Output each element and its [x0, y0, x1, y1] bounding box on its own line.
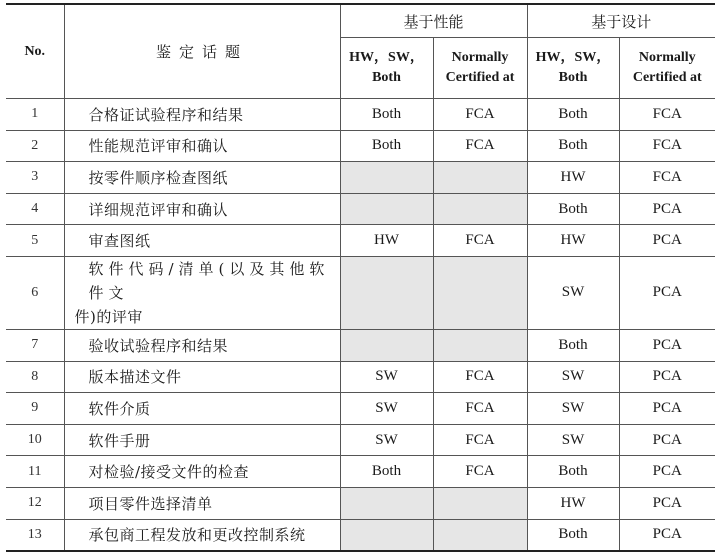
- row-number: 8: [6, 361, 64, 393]
- design-cert-cell: PCA: [619, 193, 715, 225]
- row-number: 1: [6, 99, 64, 131]
- table-row: [6, 99, 715, 131]
- row-title: [64, 256, 340, 329]
- table-row: [6, 456, 715, 488]
- header-perf-cert-line2: Certified at: [445, 70, 515, 85]
- design-cert-cell: PCA: [619, 329, 715, 361]
- design-cert-cell: PCA: [619, 519, 715, 551]
- perf-hw-sw-cell: SW: [340, 393, 433, 425]
- perf-hw-sw-cell-blank: [340, 487, 433, 519]
- header-group-design: 基于设计: [527, 4, 715, 38]
- perf-cert-cell: FCA: [433, 424, 527, 456]
- row-title: 软件介质: [64, 393, 340, 425]
- row-title: 验收试验程序和结果: [64, 329, 340, 361]
- design-cert-cell: PCA: [619, 487, 715, 519]
- design-hw-sw-cell: Both: [527, 456, 619, 488]
- row-number: 6: [6, 256, 64, 329]
- row-number: 5: [6, 225, 64, 257]
- design-cert-cell: PCA: [619, 361, 715, 393]
- perf-cert-cell-blank: [433, 487, 527, 519]
- table-row: [6, 256, 715, 329]
- design-cert-cell: PCA: [619, 393, 715, 425]
- row-number: 9: [6, 393, 64, 425]
- design-hw-sw-cell: Both: [527, 329, 619, 361]
- design-hw-sw-cell: SW: [527, 424, 619, 456]
- perf-cert-cell: FCA: [433, 225, 527, 257]
- design-hw-sw-cell: Both: [527, 99, 619, 131]
- perf-cert-cell-blank: [433, 256, 527, 329]
- perf-hw-sw-cell: SW: [340, 424, 433, 456]
- table-row: [6, 130, 715, 162]
- table-row: [6, 162, 715, 194]
- table-row: [6, 225, 715, 257]
- row-number: 3: [6, 162, 64, 194]
- design-cert-cell: PCA: [619, 424, 715, 456]
- perf-hw-sw-cell-blank: [340, 329, 433, 361]
- perf-cert-cell: FCA: [433, 393, 527, 425]
- header-perf-hw-line1: HW，SW，: [349, 50, 424, 65]
- header-perf-certified-at: [433, 38, 527, 99]
- perf-cert-cell-blank: [433, 519, 527, 551]
- table-row: [6, 361, 715, 393]
- design-hw-sw-cell: Both: [527, 519, 619, 551]
- header-title: 鉴定话题: [64, 4, 340, 99]
- audit-topics-table: [6, 3, 715, 552]
- header-group-performance: 基于性能: [340, 4, 527, 38]
- perf-cert-cell: FCA: [433, 361, 527, 393]
- perf-cert-cell: FCA: [433, 456, 527, 488]
- row-number: 4: [6, 193, 64, 225]
- row-title: 合格证试验程序和结果: [64, 99, 340, 131]
- design-cert-cell: PCA: [619, 256, 715, 329]
- design-hw-sw-cell: HW: [527, 487, 619, 519]
- design-hw-sw-cell: Both: [527, 193, 619, 225]
- row-title: 按零件顺序检查图纸: [64, 162, 340, 194]
- row-title: 版本描述文件: [64, 361, 340, 393]
- perf-hw-sw-cell-blank: [340, 193, 433, 225]
- row-title-line2: 件)的评审: [74, 307, 143, 326]
- row-title: 项目零件选择清单: [64, 487, 340, 519]
- row-title-line1: 软件代码/清单(以及其他软件文: [88, 259, 330, 302]
- row-number: 2: [6, 130, 64, 162]
- header-perf-hw-sw-both: [340, 38, 433, 99]
- perf-cert-cell-blank: [433, 193, 527, 225]
- design-hw-sw-cell: SW: [527, 393, 619, 425]
- header-design-cert-line2: Certified at: [632, 70, 702, 85]
- design-hw-sw-cell: Both: [527, 130, 619, 162]
- perf-hw-sw-cell: HW: [340, 225, 433, 257]
- row-title: 对检验/接受文件的检查: [64, 456, 340, 488]
- perf-cert-cell: FCA: [433, 130, 527, 162]
- table-row: [6, 329, 715, 361]
- table-row: [6, 393, 715, 425]
- header-row-groups: [6, 4, 715, 38]
- row-title: 软件手册: [64, 424, 340, 456]
- design-hw-sw-cell: SW: [527, 256, 619, 329]
- design-cert-cell: FCA: [619, 99, 715, 131]
- design-cert-cell: FCA: [619, 162, 715, 194]
- table-row: [6, 193, 715, 225]
- table-row: [6, 424, 715, 456]
- header-perf-cert-line1: Normally: [451, 50, 509, 65]
- perf-cert-cell-blank: [433, 162, 527, 194]
- row-title: 性能规范评审和确认: [64, 130, 340, 162]
- perf-hw-sw-cell: SW: [340, 361, 433, 393]
- design-cert-cell: PCA: [619, 456, 715, 488]
- design-cert-cell: FCA: [619, 130, 715, 162]
- design-hw-sw-cell: HW: [527, 162, 619, 194]
- perf-hw-sw-cell-blank: [340, 519, 433, 551]
- design-cert-cell: PCA: [619, 225, 715, 257]
- perf-cert-cell: FCA: [433, 99, 527, 131]
- row-number: 12: [6, 487, 64, 519]
- header-design-hw-line1: HW，SW，: [535, 50, 611, 65]
- perf-hw-sw-cell-blank: [340, 162, 433, 194]
- header-perf-hw-line2: Both: [372, 70, 401, 85]
- row-title: 审查图纸: [64, 225, 340, 257]
- row-number: 7: [6, 329, 64, 361]
- row-number: 11: [6, 456, 64, 488]
- perf-hw-sw-cell: Both: [340, 130, 433, 162]
- row-title: 承包商工程发放和更改控制系统: [64, 519, 340, 551]
- design-hw-sw-cell: HW: [527, 225, 619, 257]
- header-design-cert-line1: Normally: [638, 50, 696, 65]
- header-no: No.: [6, 4, 64, 99]
- perf-hw-sw-cell: Both: [340, 99, 433, 131]
- perf-hw-sw-cell-blank: [340, 256, 433, 329]
- row-number: 10: [6, 424, 64, 456]
- header-design-hw-sw-both: [527, 38, 619, 99]
- audit-topics-table-container: [6, 3, 715, 552]
- design-hw-sw-cell: SW: [527, 361, 619, 393]
- table-row: [6, 487, 715, 519]
- table-row: [6, 519, 715, 551]
- row-number: 13: [6, 519, 64, 551]
- perf-cert-cell-blank: [433, 329, 527, 361]
- header-design-certified-at: [619, 38, 715, 99]
- perf-hw-sw-cell: Both: [340, 456, 433, 488]
- row-title: 详细规范评审和确认: [64, 193, 340, 225]
- header-design-hw-line2: Both: [558, 70, 588, 85]
